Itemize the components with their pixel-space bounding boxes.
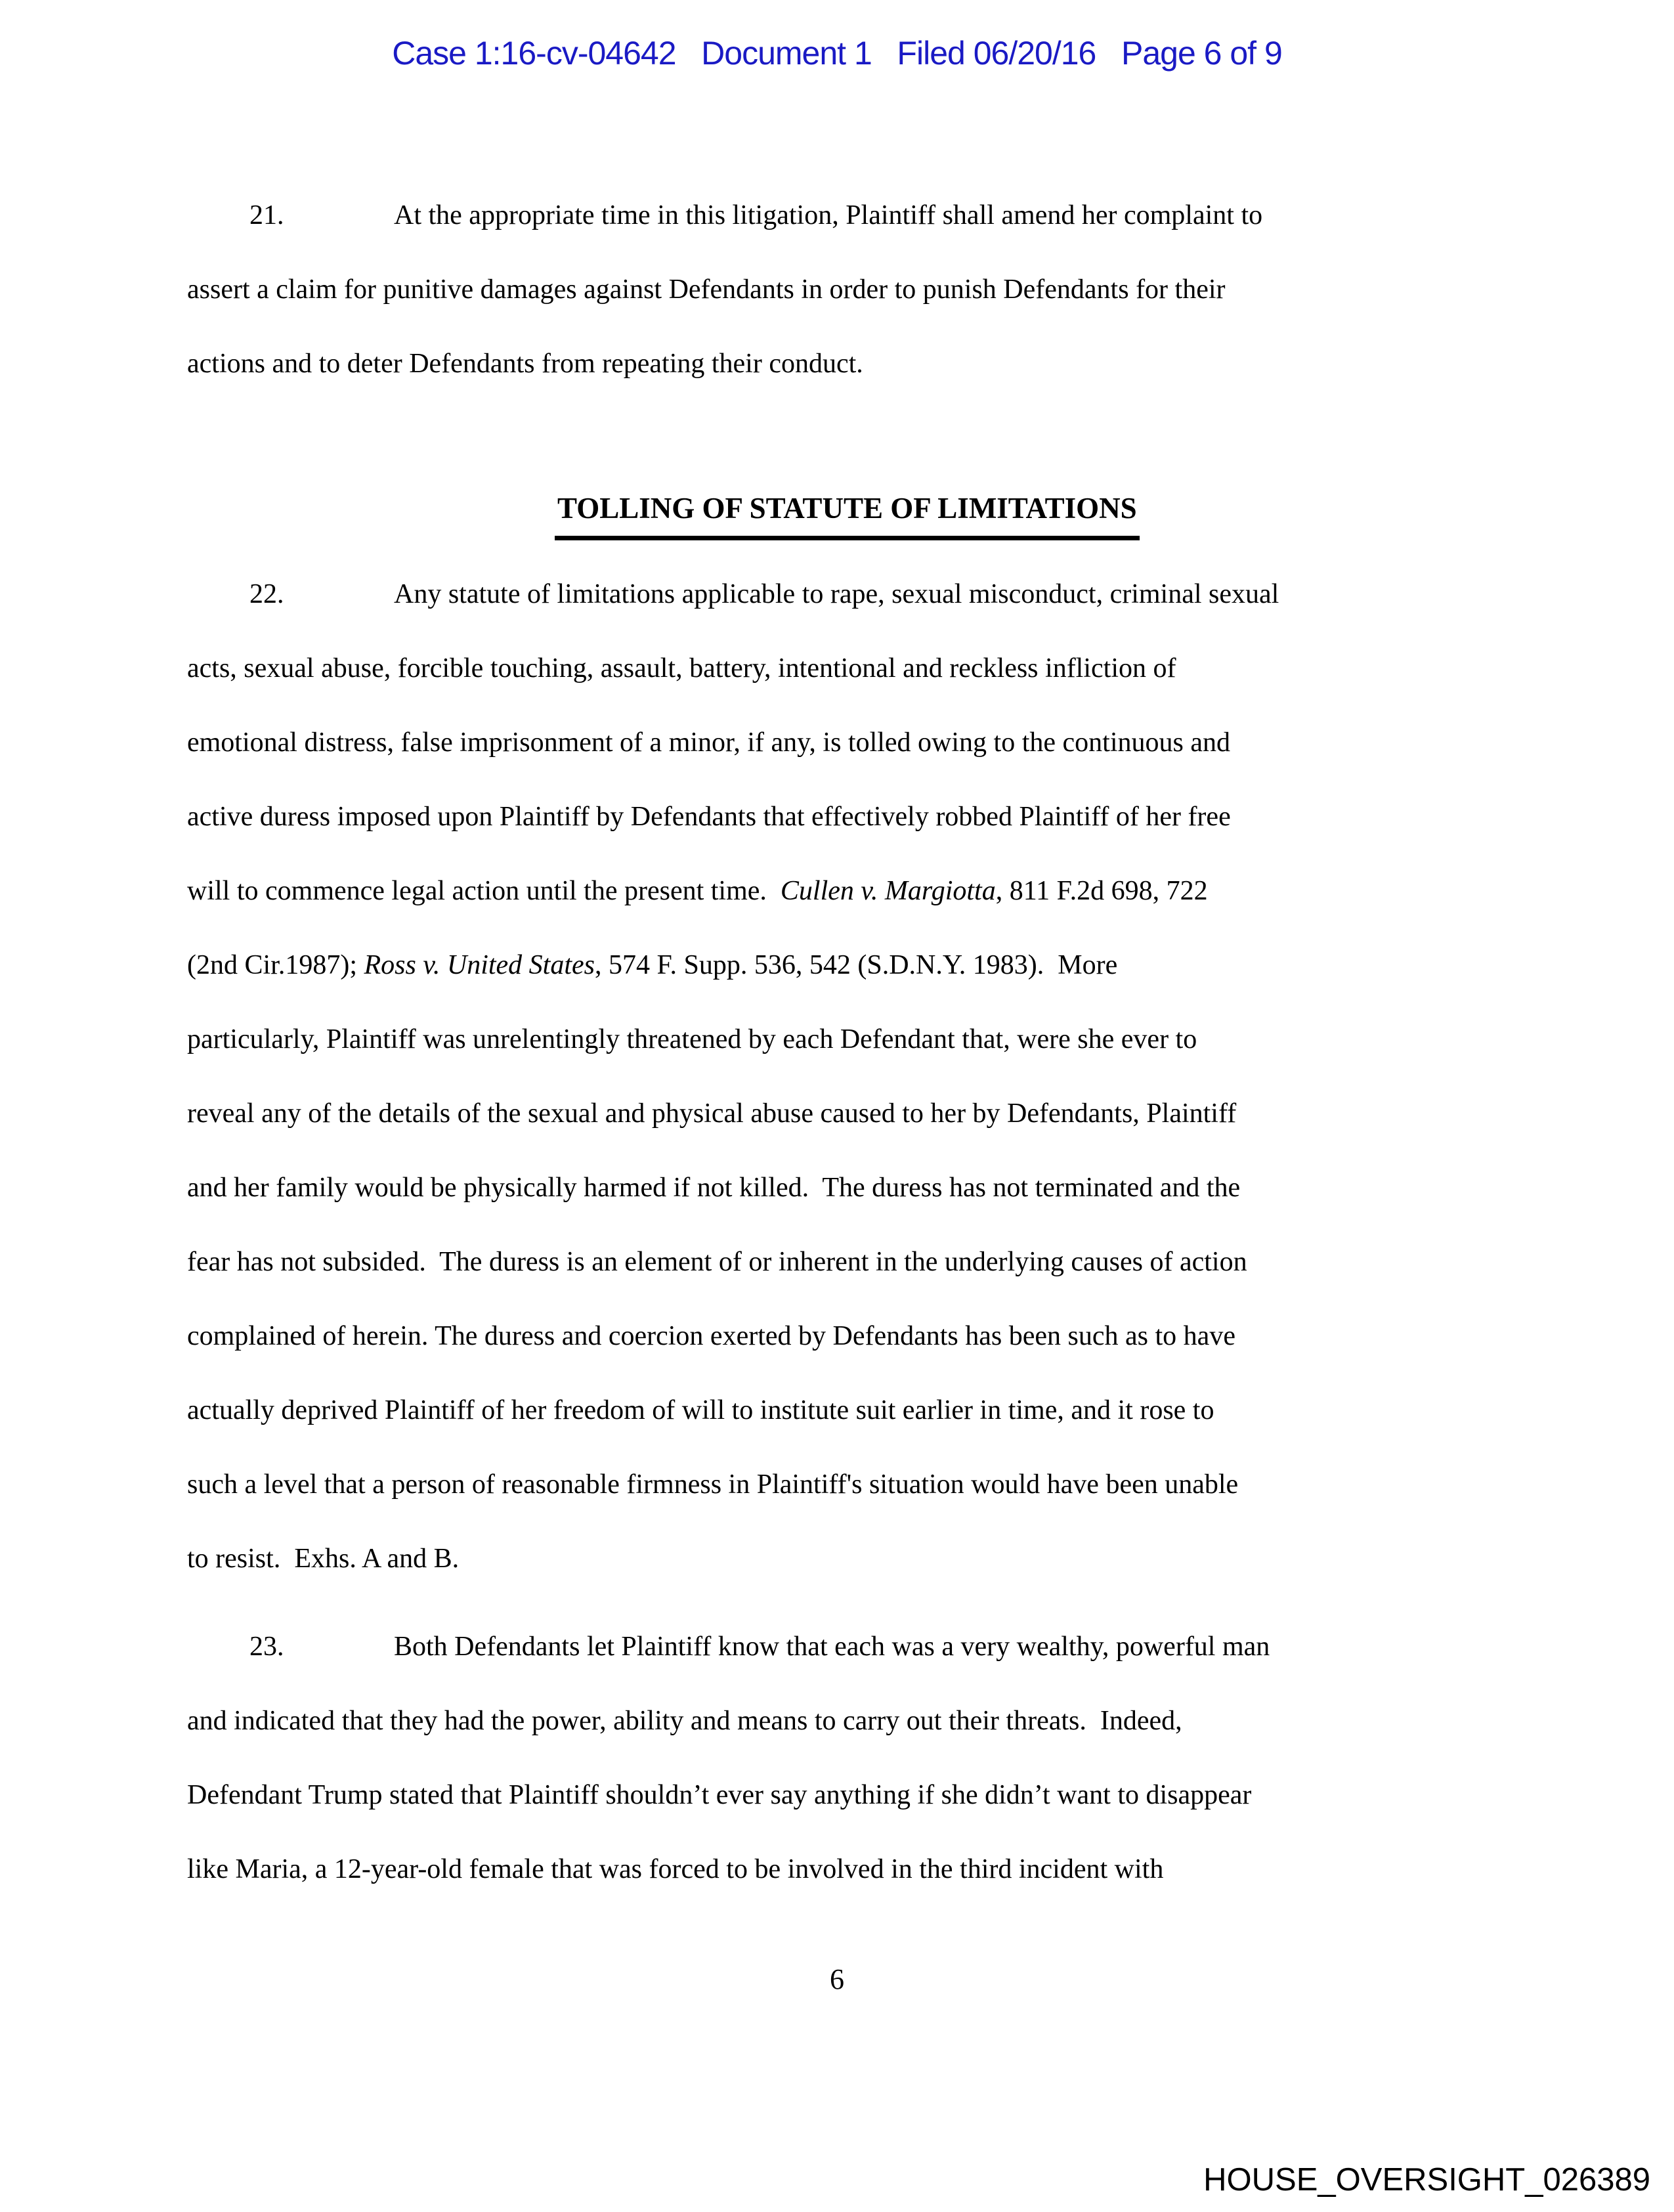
paragraph-21 — [187, 179, 1526, 401]
paragraph-line: such a level that a person of reasonable firmness in Plaintiff's situation would have been unable — [187, 1469, 1239, 1500]
paragraph-line — [187, 928, 1526, 1003]
case-citation: Cullen v. Margiotta — [780, 876, 996, 906]
paragraph-line: fear has not subsided. The duress is an element of or inherent in the underlying causes of action — [187, 1247, 1247, 1277]
paragraph-line: active duress imposed upon Plaintiff by Defendants that effectively robbed Plaintiff of her free — [187, 802, 1231, 832]
paragraph-number: 22. — [249, 579, 284, 609]
paragraph-number: 21. — [249, 200, 284, 230]
page-number: 6 — [830, 1963, 844, 1995]
paragraph-line: particularly, Plaintiff was unrelentingly threatened by each Defendant that, were she ever to — [187, 1024, 1197, 1054]
paragraph-line: actually deprived Plaintiff of her freedom of will to institute suit earlier in time, and it rose to — [187, 1395, 1214, 1425]
paragraph-line: actions and to deter Defendants from repeating their conduct. — [187, 349, 863, 379]
paragraph-line: reveal any of the details of the sexual and physical abuse caused to her by Defendants, Plaintiff — [187, 1098, 1237, 1129]
paragraph-line: Defendant Trump stated that Plaintiff shouldn’t ever say anything if she didn’t want to disappear — [187, 1780, 1252, 1810]
paragraph-line: to resist. Exhs. A and B. — [187, 1544, 460, 1574]
paragraph-text: Both Defendants let Plaintiff know that each was a very wealthy, powerful man — [394, 1632, 1270, 1662]
case-citation: Ross v. United States — [364, 950, 595, 980]
case-caption-header: Case 1:16-cv-04642 Document 1 Filed 06/20/16 Page 6 of 9 — [392, 35, 1282, 72]
paragraph-text: Any statute of limitations applicable to rape, sexual misconduct, criminal sexual — [394, 579, 1279, 609]
bates-number: HOUSE_OVERSIGHT_026389 — [1203, 2162, 1650, 2198]
paragraph-text: will to commence legal action until the present time. — [187, 876, 781, 906]
paragraph-line — [187, 557, 1526, 632]
paragraph-text: , 811 F.2d 698, 722 — [995, 876, 1208, 906]
paragraph-line: emotional distress, false imprisonment of a minor, if any, is tolled owing to the continuous and — [187, 727, 1231, 758]
paragraph-23 — [187, 1610, 1526, 1907]
paragraph-line — [187, 854, 1526, 928]
section-heading — [555, 487, 1140, 540]
paragraph-line: assert a claim for punitive damages against Defendants in order to punish Defendants for their — [187, 274, 1226, 305]
paragraph-line: and indicated that they had the power, ability and means to carry out their threats. Indeed, — [187, 1706, 1182, 1736]
paragraph-22 — [187, 557, 1526, 1596]
paragraph-line — [187, 1610, 1526, 1684]
paragraph-text: , 574 F. Supp. 536, 542 (S.D.N.Y. 1983). More — [595, 950, 1118, 980]
paragraph-text: At the appropriate time in this litigation, Plaintiff shall amend her complaint to — [394, 200, 1263, 230]
section-heading-text: TOLLING OF STATUTE OF LIMITATIONS — [555, 487, 1140, 540]
paragraph-line: acts, sexual abuse, forcible touching, assault, battery, intentional and reckless infliction of — [187, 653, 1176, 683]
paragraph-line: and her family would be physically harmed if not killed. The duress has not terminated and the — [187, 1173, 1241, 1203]
paragraph-line: like Maria, a 12-year-old female that was forced to be involved in the third incident with — [187, 1854, 1164, 1884]
paragraph-line: complained of herein. The duress and coercion exerted by Defendants has been such as to have — [187, 1321, 1235, 1351]
paragraph-number: 23. — [249, 1632, 284, 1662]
paragraph-text: (2nd Cir.1987); — [187, 950, 364, 980]
paragraph-line — [187, 179, 1526, 253]
